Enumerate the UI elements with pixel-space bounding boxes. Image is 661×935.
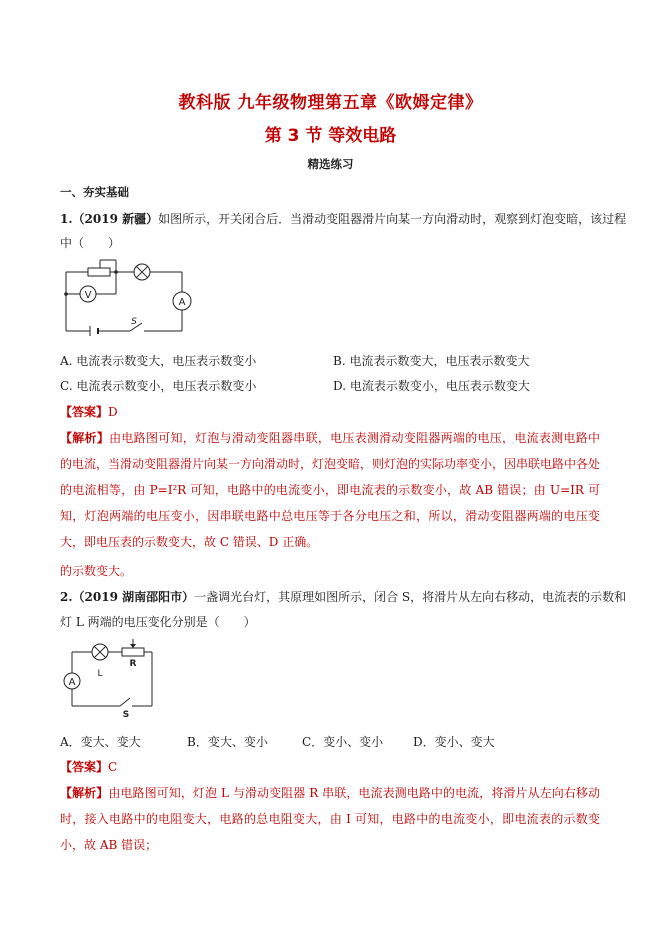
q2-ammeter-label: A xyxy=(68,677,76,688)
q1-analysis-label: 【解析】 xyxy=(60,431,110,445)
q2-stem-line1 xyxy=(60,590,626,604)
q1-stem-line2: 中（ ） xyxy=(60,236,121,250)
q2-answer xyxy=(60,760,117,774)
q1-switch-label: S xyxy=(131,317,137,327)
q2-lamp-label: L xyxy=(97,669,103,679)
q2-answer-value: C xyxy=(108,760,118,774)
q2-source: （2019 湖南邵阳市） xyxy=(72,590,195,604)
q2-text: 一盏调光台灯，其原理如图所示，闭合 S，将滑片从左向右移动，电流表的示数和 xyxy=(194,590,627,604)
q1-ammeter-label: A xyxy=(178,297,186,308)
q1-option-a: A. 电流表示数变大，电压表示数变小 xyxy=(60,354,257,368)
q2-option-d: D．变小、变大 xyxy=(413,735,495,749)
q1-option-c: C. 电流表示数变小，电压表示数变小 xyxy=(60,379,257,393)
q1-answer-label: 【答案】 xyxy=(60,405,109,419)
q2-rheostat-label: R xyxy=(129,659,137,669)
q2-switch-label: S xyxy=(122,710,130,718)
q1-circuit-diagram xyxy=(60,256,200,338)
document-title: 教科版 九年级物理第五章《欧姆定律》 xyxy=(178,93,483,113)
q2-option-c: C．变小、变小 xyxy=(302,735,384,749)
section-heading: 一、夯实基础 xyxy=(60,185,129,199)
q1-source: （2019 新疆） xyxy=(72,212,159,226)
q1-answer-value: D xyxy=(108,405,118,419)
q2-option-a: A．变大、变大 xyxy=(60,735,141,749)
q2-circuit-diagram xyxy=(60,636,160,718)
subtitle: 精选练习 xyxy=(307,157,354,171)
q2-number: 2. xyxy=(60,590,73,604)
q1-text: 如图所示，开关闭合后．当滑动变阻器滑片向某一方向滑动时，观察到灯泡变暗，该过程 xyxy=(158,212,627,226)
q2-option-b: B．变大、变小 xyxy=(187,735,268,749)
section-title: 第 3 节 等效电路 xyxy=(264,126,397,146)
q2-answer-label: 【答案】 xyxy=(60,760,109,774)
q1-analysis-text: 由电路图可知，灯泡与滑动变阻器串联，电压表测滑动变阻器两端的电压，电流表测电路中的电流，当滑动变阻器滑片向某一方向滑动时，灯泡变暗，则灯泡的实际功率变小，因串联电路中各处的电流相等，由 P=I²R 可知，电路中的电流变小，即电流表的示数变小，故 AB 错误；由 U=IR 可知，灯泡两端的电压变小，因串联电路中总电压等于各分电压之和，所以，滑动变阻器两端的电压变大，即电压表的示数变大，故 C 错误、D 正确。 xyxy=(60,431,601,549)
q2-analysis-label: 【解析】 xyxy=(60,786,109,800)
q2-stem-line2: 灯 L 两端的电压变化分别是（ ） xyxy=(60,615,256,629)
q2-analysis-text: 由电路图可知，灯泡 L 与滑动变阻器 R 串联，电流表测电路中的电流，将滑片从左向右移动时，接入电路中的电阻变大，电路的总电阻变大，由 I 可知，电路中的电流变小，即电流表的示数变小，故 AB 错误； xyxy=(60,786,600,852)
q1-answer xyxy=(60,405,118,419)
q1-option-d: D. 电流表示数变小，电压表示数变大 xyxy=(333,379,530,393)
q1-voltmeter-label: V xyxy=(84,290,92,301)
q2-analysis xyxy=(60,780,600,858)
q1-number: 1. xyxy=(60,212,73,226)
q1-trailing-text: 的示数变大。 xyxy=(60,564,133,578)
q1-stem-line1 xyxy=(60,212,626,226)
q1-analysis xyxy=(60,425,600,555)
q1-option-b: B. 电流表示数变大，电压表示数变大 xyxy=(333,354,530,368)
